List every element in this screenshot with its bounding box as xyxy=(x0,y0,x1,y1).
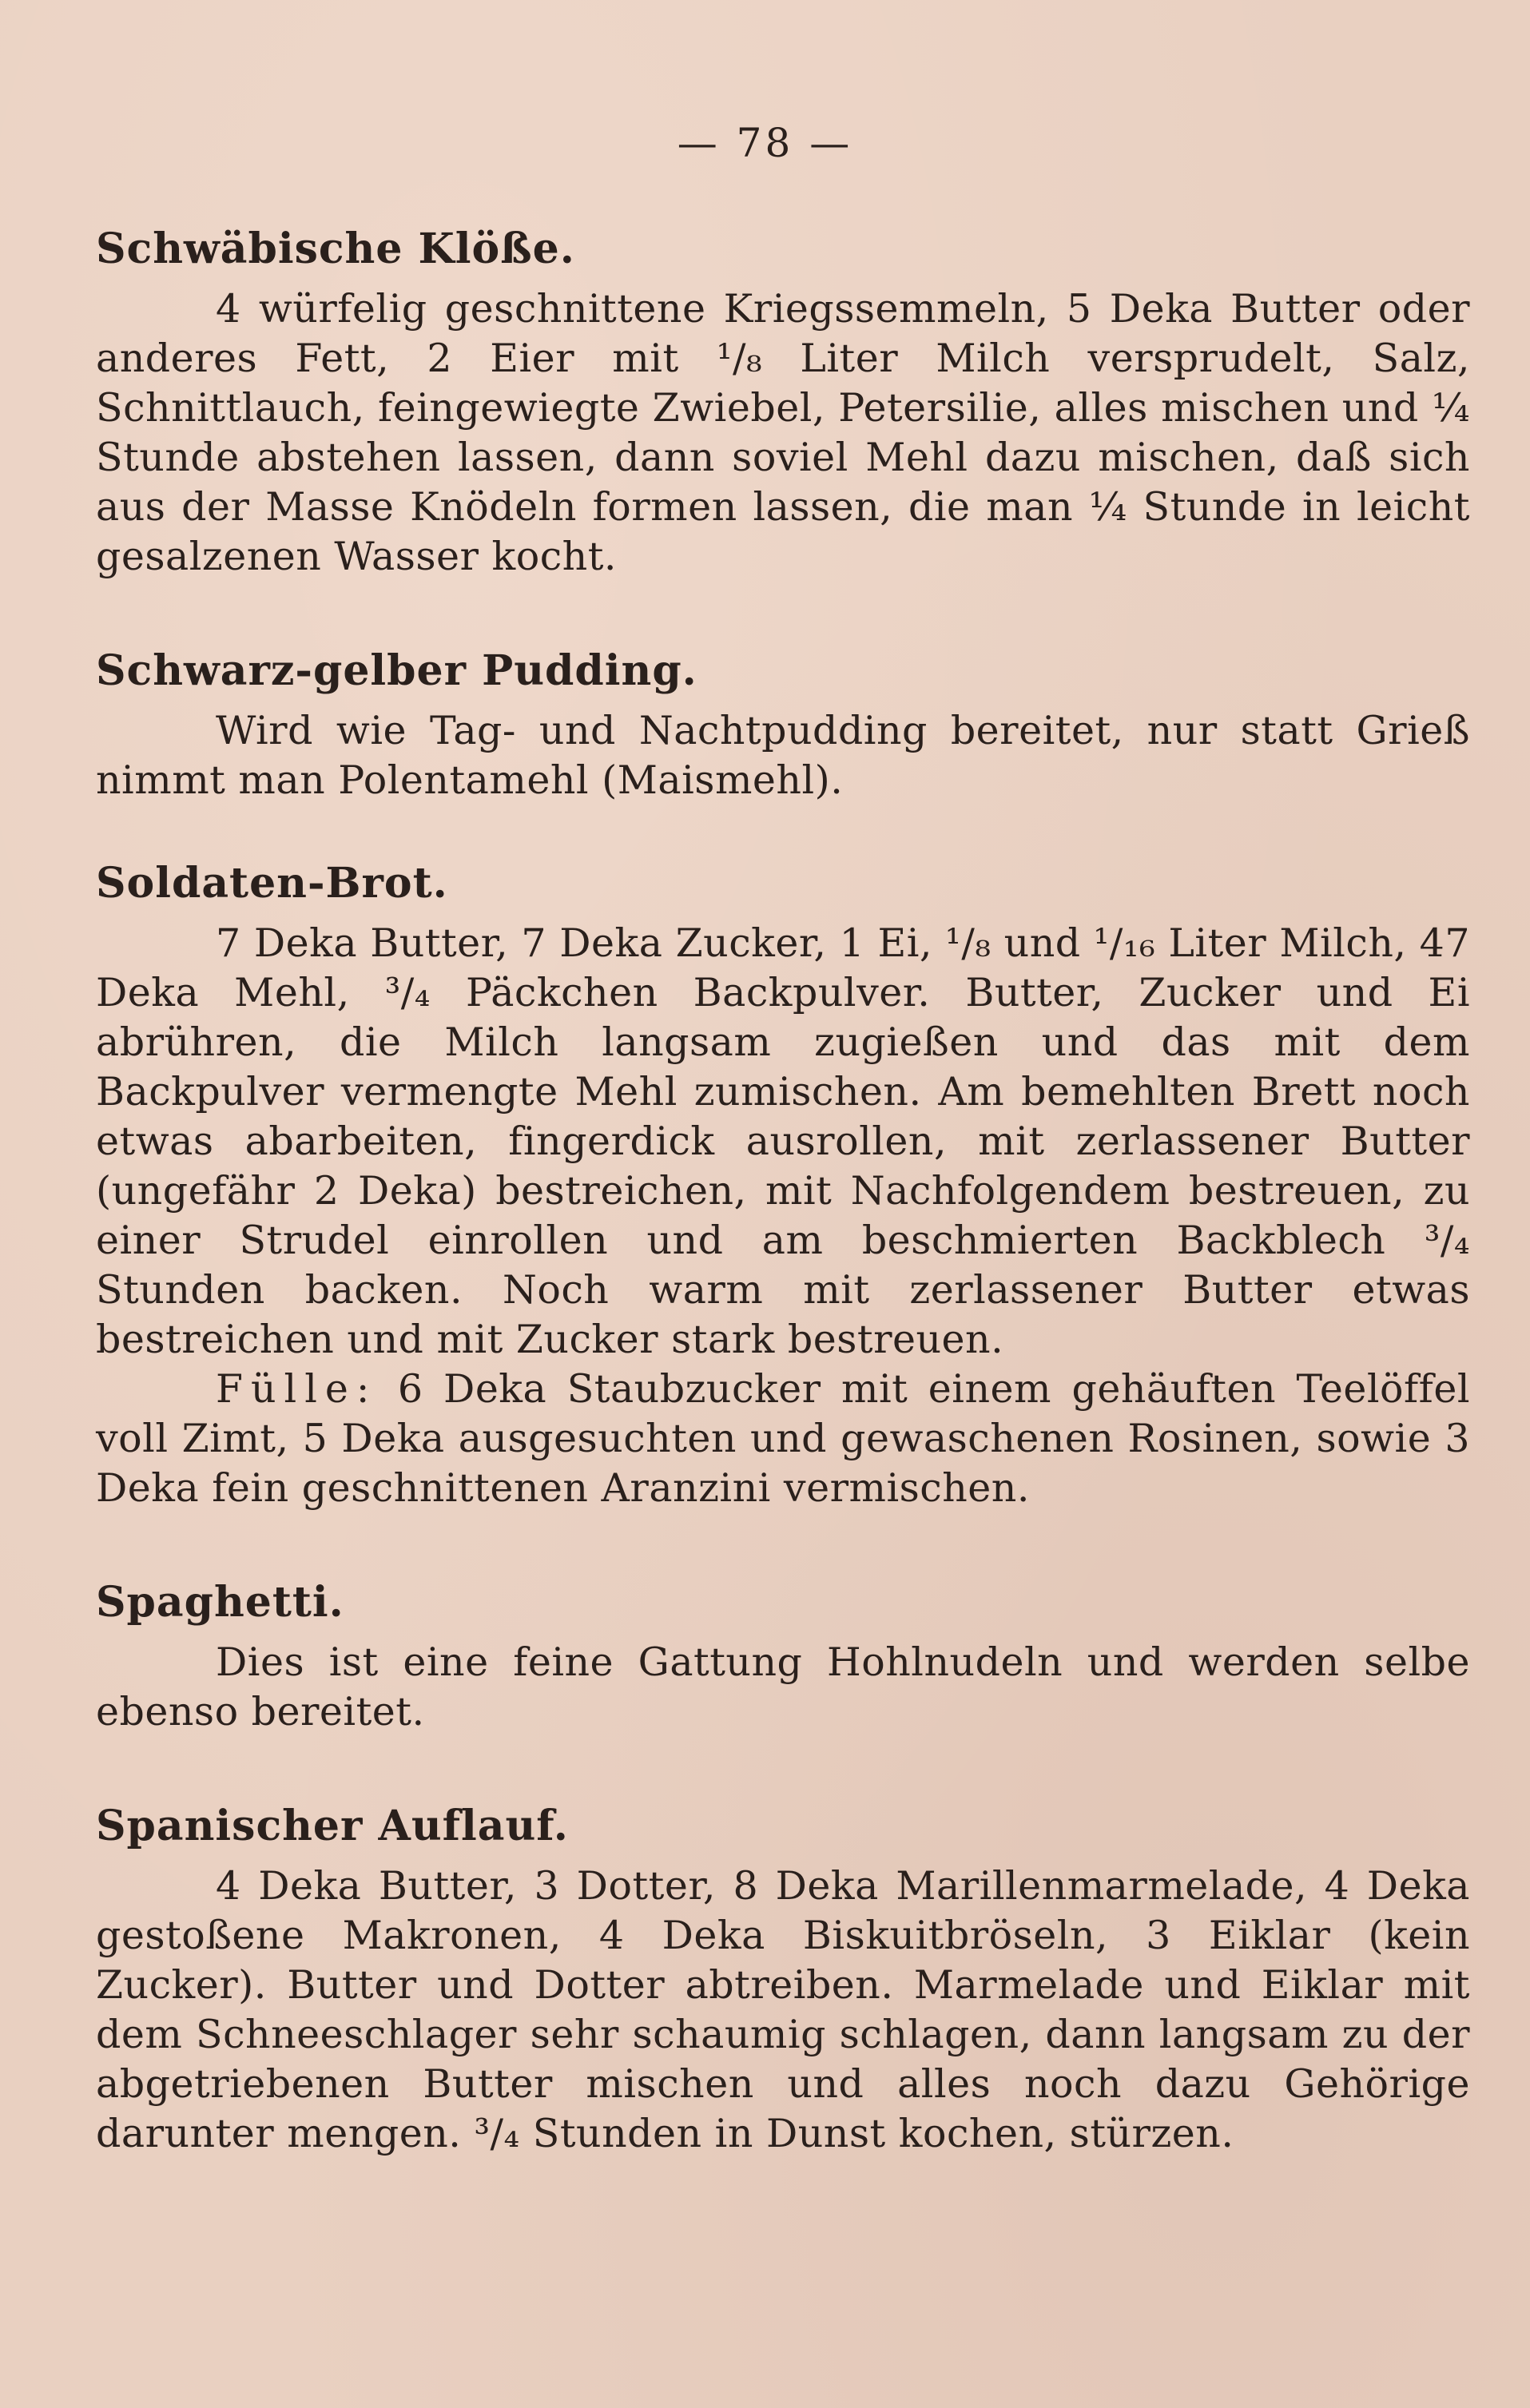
recipe-heading: Spaghetti. xyxy=(96,1578,344,1627)
page-number: — 78 — xyxy=(677,120,853,166)
fuelle-paragraph xyxy=(96,1365,1470,1513)
recipe-schwarz-gelber-pudding xyxy=(96,646,1470,805)
page-content xyxy=(96,224,1470,2159)
recipe-text: Wird wie Tag- und Nachtpudding bereitet, nur statt Grieß nimmt man Polentamehl (Maismehl). xyxy=(96,708,1470,803)
fuelle-text: 6 Deka Staubzucker mit einem gehäuften Teelöffel voll Zimt, 5 Deka ausgesuchten und gewaschenen Rosinen, sowie 3 Deka fein geschnittenen Aranzini vermischen. xyxy=(96,1366,1470,1511)
recipe-text: 4 würfelig geschnittene Kriegssemmeln, 5 Deka Butter oder anderes Fett, 2 Eier mit ¹/₈ Liter Milch versprudelt, Salz, Schnittlauch, feingewiegte Zwiebel, Petersilie, alles mischen und ¼ Stunde abstehen lassen, dann soviel Mehl dazu mischen, daß sich aus der Masse Knödeln formen lassen, die man ¼ Stunde in leicht gesalzenen Wasser kocht. xyxy=(96,286,1470,579)
recipe-text: Dies ist eine feine Gattung Hohlnudeln und werden selbe ebenso bereitet. xyxy=(96,1639,1470,1734)
recipe-spanischer-auflauf xyxy=(96,1801,1470,2159)
recipe-text: 7 Deka Butter, 7 Deka Zucker, 1 Ei, ¹/₈ und ¹/₁₆ Liter Milch, 47 Deka Mehl, ³/₄ Päckchen Backpulver. Butter, Zucker und Ei abrühren, die Milch langsam zugießen und das mit dem Backpulver vermengte Mehl zumischen. Am bemehlten Brett noch etwas abarbeiten, fingerdick ausrollen, mit zerlassener Butter (ungefähr 2 Deka) bestreichen, mit Nachfolgendem bestreuen, zu einer Strudel einrollen und am beschmierten Backblech ³/₄ Stunden backen. Noch warm mit zerlassener Butter etwas bestreichen und mit Zucker stark bestreuen. xyxy=(96,920,1470,1362)
recipe-heading: Schwarz-gelber Pudding. xyxy=(96,646,697,695)
recipe-soldaten-brot xyxy=(96,858,1470,1513)
recipe-text: 4 Deka Butter, 3 Dotter, 8 Deka Marillenmarmelade, 4 Deka gestoßene Makronen, 4 Deka Biskuitbröseln, 3 Eiklar (kein Zucker). Butter und Dotter abtreiben. Marmelade und Eiklar mit dem Schneeschlager sehr schaumig schlagen, dann langsam zu der abgetriebenen Butter mischen und alles noch dazu Gehörige darunter mengen. ³/₄ Stunden in Dunst kochen, stürzen. xyxy=(96,1863,1470,2156)
recipe-heading: Soldaten-Brot. xyxy=(96,859,448,908)
recipe-heading: Schwäbische Klöße. xyxy=(96,225,575,273)
recipe-schwaebische-kloesse xyxy=(96,224,1470,582)
recipe-spaghetti xyxy=(96,1577,1470,1737)
recipe-heading: Spanischer Auflauf. xyxy=(96,1802,569,1850)
fuelle-label: Fülle: xyxy=(216,1366,378,1412)
